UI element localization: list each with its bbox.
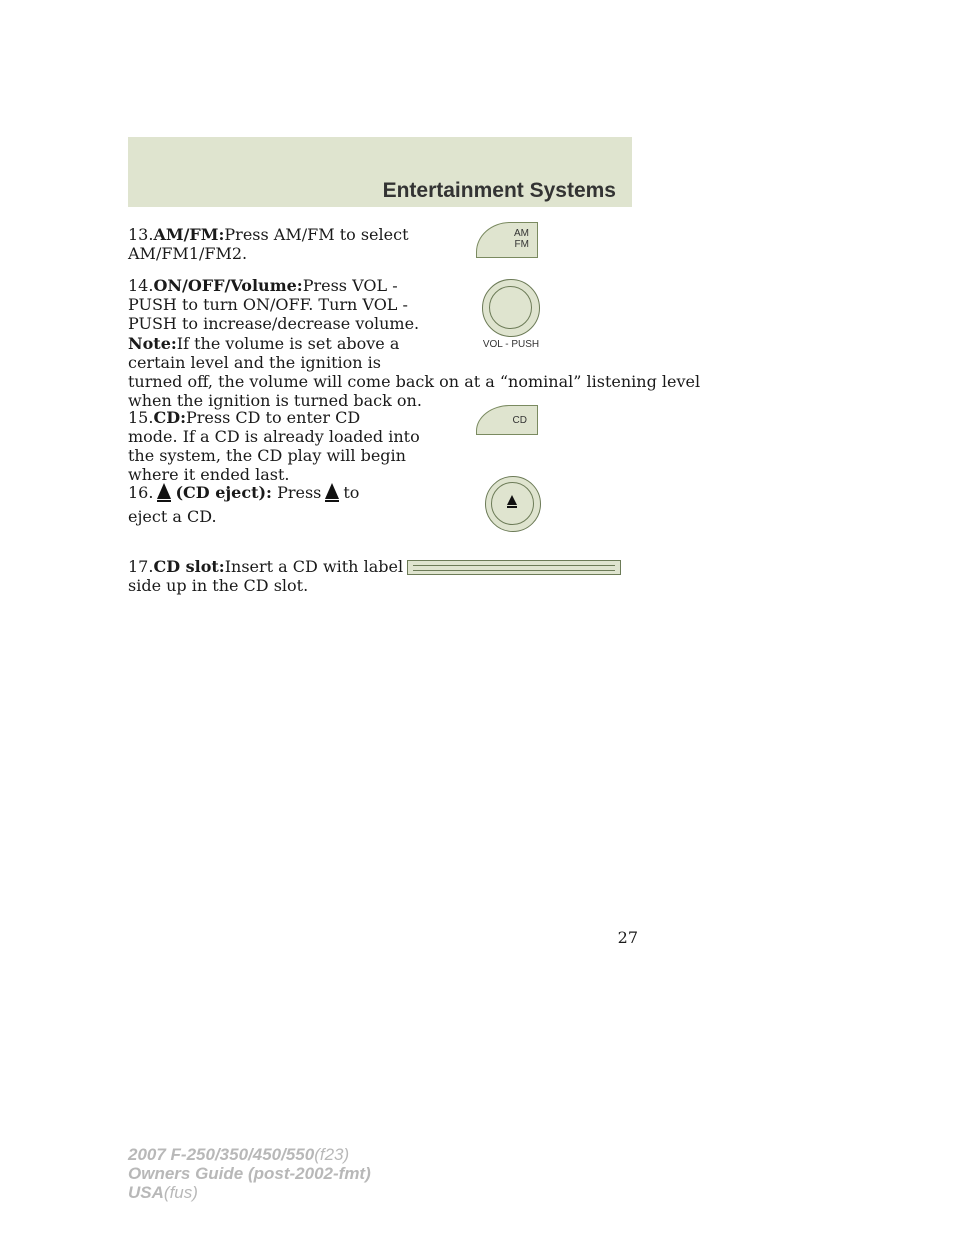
item-text: AM/FM1/FM2. xyxy=(128,244,248,263)
cd-slot-opening xyxy=(413,565,615,571)
item-text: PUSH to increase/decrease volume. xyxy=(128,314,420,333)
item-text: to xyxy=(343,483,360,502)
note-text: when the ignition is turned back on. xyxy=(128,391,422,410)
eject-button-illustration xyxy=(485,476,541,532)
item-cd-slot xyxy=(128,557,403,595)
footer-region: USA xyxy=(128,1183,164,1202)
item-text: Press CD to enter CD xyxy=(185,408,361,427)
item-text: Insert a CD with label xyxy=(224,557,404,576)
item-on-off-volume xyxy=(128,276,419,333)
item-text: side up in the CD slot. xyxy=(128,576,309,595)
am-fm-button-illustration xyxy=(476,222,538,258)
item-text: where it ended last. xyxy=(128,465,290,484)
item-am-fm xyxy=(128,225,409,263)
volume-note xyxy=(128,334,700,410)
page-number: 27 xyxy=(617,928,638,947)
item-cd xyxy=(128,408,420,484)
item-text: the system, the CD play will begin xyxy=(128,446,406,465)
item-number: 14. xyxy=(128,276,154,295)
item-label: CD slot: xyxy=(153,557,225,576)
cd-slot-illustration xyxy=(407,560,621,575)
document-footer xyxy=(128,1145,371,1202)
item-label: ON/OFF/Volume: xyxy=(153,276,303,295)
eject-icon xyxy=(507,495,517,505)
footer-region-code: (fus) xyxy=(163,1183,198,1202)
eject-icon xyxy=(325,483,339,499)
eject-icon xyxy=(157,483,171,499)
item-number: 15. xyxy=(128,408,154,427)
item-text: mode. If a CD is already loaded into xyxy=(128,427,420,446)
footer-model: 2007 F-250/350/450/550 xyxy=(128,1145,315,1164)
volume-knob-label: VOL - PUSH xyxy=(482,339,540,350)
note-label: Note: xyxy=(128,334,177,353)
item-text: Press AM/FM to select xyxy=(224,225,409,244)
item-text: PUSH to turn ON/OFF. Turn VOL - xyxy=(128,295,408,314)
header-band xyxy=(128,137,632,207)
am-label: AM xyxy=(514,228,529,239)
footer-guide: Owners Guide (post-2002-fmt) xyxy=(128,1164,371,1183)
item-number: 13. xyxy=(128,225,154,244)
footer-model-code: (f23) xyxy=(314,1145,350,1164)
item-label: (CD eject): xyxy=(175,483,272,502)
item-cd-eject xyxy=(128,481,359,529)
item-text: Press VOL - xyxy=(302,276,398,295)
volume-knob-illustration xyxy=(482,279,540,337)
section-title: Entertainment Systems xyxy=(382,179,616,202)
cd-label: CD xyxy=(512,415,527,426)
volume-knob-inner xyxy=(489,286,532,329)
note-text: turned off, the volume will come back on at a “nominal” listening level xyxy=(128,372,701,391)
note-text: If the volume is set above a xyxy=(176,334,400,353)
item-text: Press xyxy=(277,483,322,502)
item-label: CD: xyxy=(153,408,186,427)
note-text: certain level and the ignition is xyxy=(128,353,381,372)
item-number: 17. xyxy=(128,557,154,576)
item-text: eject a CD. xyxy=(128,507,217,526)
fm-label: FM xyxy=(514,239,529,250)
item-label: AM/FM: xyxy=(153,225,225,244)
item-number: 16. xyxy=(128,483,154,502)
